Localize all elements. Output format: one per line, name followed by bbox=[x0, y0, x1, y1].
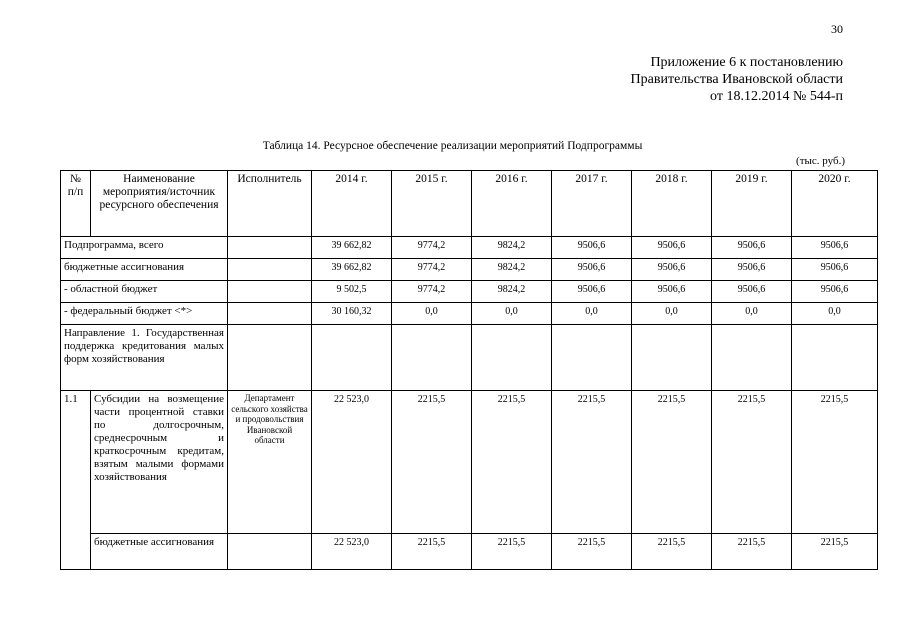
subsidy-name: Субсидии на возмещение части процентной ставки по долгосрочным, среднесрочным и краткосрочным кредитам, взятым малыми формами хозяйствования bbox=[91, 391, 228, 534]
row-value: 9774,2 bbox=[392, 281, 472, 303]
row-value: 2215,5 bbox=[632, 391, 712, 534]
row-value: 9506,6 bbox=[552, 237, 632, 259]
empty-cell bbox=[632, 325, 712, 391]
row-value: 9506,6 bbox=[552, 259, 632, 281]
row-value: 9506,6 bbox=[712, 281, 792, 303]
header-name: Наименование мероприятия/источник ресурсного обеспечения bbox=[91, 171, 228, 237]
row-value: 22 523,0 bbox=[312, 534, 392, 570]
subsidy-executor: Департамент сельского хозяйства и продовольствия Ивановской области bbox=[228, 391, 312, 534]
row-value: 30 160,32 bbox=[312, 303, 392, 325]
row-value: 2215,5 bbox=[632, 534, 712, 570]
table-title: Таблица 14. Ресурсное обеспечение реализации мероприятий Подпрограммы bbox=[262, 140, 643, 152]
row-value: 9824,2 bbox=[472, 259, 552, 281]
header-row bbox=[61, 171, 878, 237]
row-value: 2215,5 bbox=[392, 391, 472, 534]
header-executor: Исполнитель bbox=[228, 171, 312, 237]
row-value: 2215,5 bbox=[712, 391, 792, 534]
units-label: (тыс. руб.) bbox=[796, 155, 845, 167]
subsidy-row bbox=[61, 391, 878, 534]
direction-label: Направление 1. Государственная поддержка кредитования малых форм хозяйствования bbox=[61, 325, 228, 391]
row-value: 2215,5 bbox=[552, 534, 632, 570]
row-value: 0,0 bbox=[392, 303, 472, 325]
appendix-line-1: Приложение 6 к постановлению bbox=[650, 55, 843, 70]
row-value: 9506,6 bbox=[632, 281, 712, 303]
row-executor bbox=[228, 303, 312, 325]
row-value: 9506,6 bbox=[712, 259, 792, 281]
row-executor bbox=[228, 237, 312, 259]
row-value: 39 662,82 bbox=[312, 259, 392, 281]
table-row bbox=[61, 237, 878, 259]
row-value: 0,0 bbox=[792, 303, 878, 325]
header-year: 2019 г. bbox=[712, 171, 792, 237]
table-row bbox=[61, 281, 878, 303]
row-value: 9506,6 bbox=[792, 281, 878, 303]
header-num: № п/п bbox=[61, 171, 91, 237]
page-number: 30 bbox=[831, 22, 843, 36]
empty-cell bbox=[228, 534, 312, 570]
row-value: 2215,5 bbox=[792, 534, 878, 570]
row-value: 2215,5 bbox=[552, 391, 632, 534]
row-value: 9824,2 bbox=[472, 281, 552, 303]
row-value: 2215,5 bbox=[472, 391, 552, 534]
row-label: бюджетные ассигнования bbox=[61, 259, 228, 281]
row-value: 2215,5 bbox=[472, 534, 552, 570]
empty-cell bbox=[712, 325, 792, 391]
appendix-line-2: Правительства Ивановской области bbox=[630, 72, 843, 87]
table-row bbox=[61, 259, 878, 281]
row-value: 9 502,5 bbox=[312, 281, 392, 303]
row-value: 9824,2 bbox=[472, 237, 552, 259]
appendix-line-3: от 18.12.2014 № 544-п bbox=[710, 89, 843, 104]
row-label: - областной бюджет bbox=[61, 281, 228, 303]
empty-cell bbox=[392, 325, 472, 391]
row-value: 9506,6 bbox=[632, 259, 712, 281]
row-value: 9774,2 bbox=[392, 259, 472, 281]
budget-label: бюджетные ассигнования bbox=[91, 534, 228, 570]
empty-cell bbox=[472, 325, 552, 391]
header-year: 2020 г. bbox=[792, 171, 878, 237]
direction-row bbox=[61, 325, 878, 391]
row-value: 2215,5 bbox=[792, 391, 878, 534]
header-year: 2018 г. bbox=[632, 171, 712, 237]
resource-table bbox=[60, 170, 878, 570]
empty-cell bbox=[792, 325, 878, 391]
row-value: 0,0 bbox=[632, 303, 712, 325]
row-value: 9506,6 bbox=[632, 237, 712, 259]
budget-row bbox=[61, 534, 878, 570]
empty-cell bbox=[552, 325, 632, 391]
row-value: 39 662,82 bbox=[312, 237, 392, 259]
row-value: 22 523,0 bbox=[312, 391, 392, 534]
row-value: 9506,6 bbox=[792, 237, 878, 259]
row-value: 9506,6 bbox=[712, 237, 792, 259]
row-value: 2215,5 bbox=[712, 534, 792, 570]
row-executor bbox=[228, 281, 312, 303]
table-row bbox=[61, 303, 878, 325]
row-value: 9506,6 bbox=[552, 281, 632, 303]
row-value: 2215,5 bbox=[392, 534, 472, 570]
appendix-block bbox=[631, 54, 843, 105]
header-year: 2017 г. bbox=[552, 171, 632, 237]
subsidy-num: 1.1 bbox=[61, 391, 91, 570]
row-value: 9506,6 bbox=[792, 259, 878, 281]
row-value: 0,0 bbox=[712, 303, 792, 325]
row-value: 0,0 bbox=[552, 303, 632, 325]
empty-cell bbox=[228, 325, 312, 391]
row-value: 9774,2 bbox=[392, 237, 472, 259]
header-year: 2015 г. bbox=[392, 171, 472, 237]
row-label: Подпрограмма, всего bbox=[61, 237, 228, 259]
header-year: 2014 г. bbox=[312, 171, 392, 237]
row-executor bbox=[228, 259, 312, 281]
empty-cell bbox=[312, 325, 392, 391]
header-year: 2016 г. bbox=[472, 171, 552, 237]
row-label: - федеральный бюджет <*> bbox=[61, 303, 228, 325]
row-value: 0,0 bbox=[472, 303, 552, 325]
